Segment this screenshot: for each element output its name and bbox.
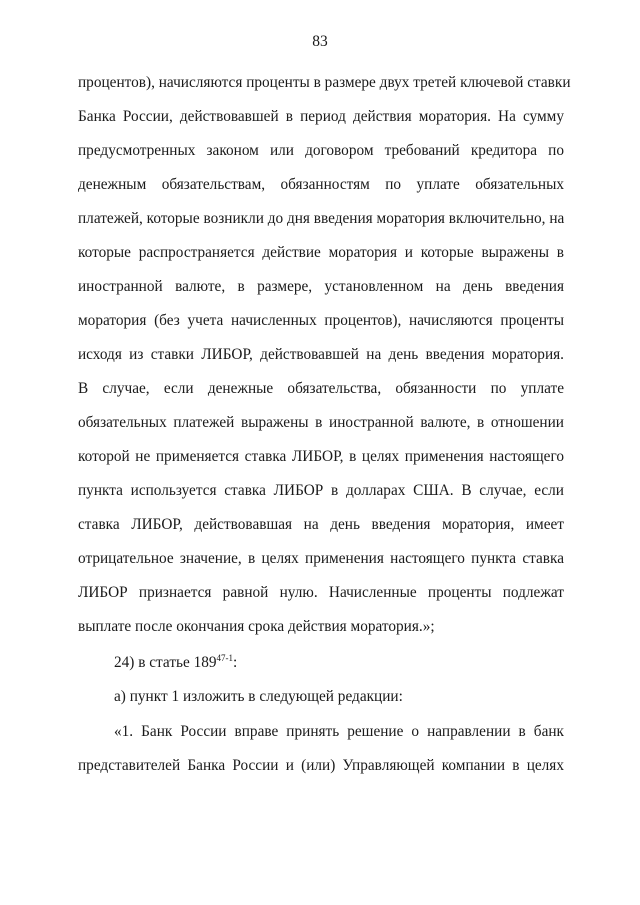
item-a-heading: а) пункт 1 изложить в следующей редакции: — [114, 688, 403, 705]
text-line: обязательных платежей выражены в иностранной валюте, в отношении — [78, 414, 564, 431]
text-line: денежным обязательствам, обязанностям по уплате обязательных — [78, 176, 564, 193]
text-line: которой не применяется ставка ЛИБОР, в целях применения настоящего — [78, 448, 564, 465]
text-line: иностранной валюте, в размере, установленном на день введения — [78, 278, 564, 295]
text-line: процентов), начисляются проценты в размере двух третей ключевой ставки — [78, 74, 571, 91]
text-line: ЛИБОР признается равной нулю. Начисленные проценты подлежат — [78, 584, 564, 601]
item-24-heading — [114, 653, 564, 673]
item-24-suffix: : — [233, 654, 238, 671]
text-line: выплате после окончания срока действия моратория.»; — [78, 618, 435, 635]
text-line: платежей, которые возникли до дня введения моратория включительно, на — [78, 210, 565, 227]
text-line: пункта используется ставка ЛИБОР в долларах США. В случае, если — [78, 482, 564, 499]
text-line: предусмотренных законом или договором требований кредитора по — [78, 142, 564, 159]
quote-line: «1. Банк России вправе принять решение о направлении в банк — [114, 723, 564, 740]
text-line: исходя из ставки ЛИБОР, действовавшей на день введения моратория. — [78, 346, 564, 363]
text-line: ставка ЛИБОР, действовавшая на день введения моратория, имеет — [78, 516, 564, 533]
item-24-superscript: 47-1 — [216, 653, 234, 663]
text-line: отрицательное значение, в целях применения настоящего пункта ставка — [78, 550, 564, 567]
text-line: которые распространяется действие моратория и которые выражены в — [78, 244, 564, 261]
quote-line: представителей Банка России и (или) Управляющей компании в целях — [78, 757, 564, 774]
text-line: моратория (без учета начисленных процентов), начисляются проценты — [78, 312, 564, 329]
item-24-prefix: 24) в статье 189 — [114, 654, 217, 671]
text-line: Банка России, действовавшей в период действия моратория. На сумму — [78, 108, 564, 125]
text-line: В случае, если денежные обязательства, обязанности по уплате — [78, 380, 564, 397]
page-number: 83 — [312, 33, 328, 50]
